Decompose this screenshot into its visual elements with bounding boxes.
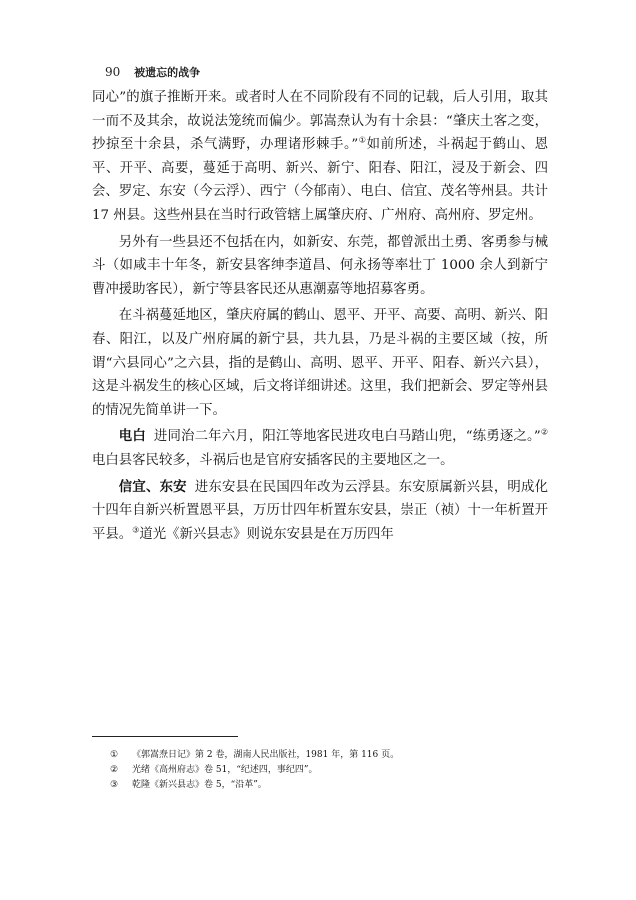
footnote-ref: ①: [358, 135, 367, 145]
footnote: ③ 乾隆《新兴县志》卷 5，“沿革”。: [110, 778, 530, 793]
footnote-divider: [92, 736, 238, 737]
paragraph: 另外有一些县还不包括在内，如新安、东莞，都曾派出土勇、客勇参与械斗（如咸丰十年冬，新安县客绅李道昌、何永扬等率壮丁 1000 余人到新宁曹冲援助客民），新宁等县客民还从惠潮嘉等地招募客勇。: [92, 234, 548, 297]
book-title: 被遗忘的战争: [134, 66, 201, 79]
footnote: ① 《郭嵩焘日记》第 2 卷，湖南人民出版社，1981 年，第 116 页。: [110, 748, 530, 763]
paragraph: 同心”的旗子推断开来。或者时人在不同阶段有不同的记载，后人引用，取其一而不及其余，故说法笼统而偏少。郭嵩焘认为有十余县：“肇庆土客之变，抄掠至十余县，杀气满野，办理诸形棘手。”①如前所述，斗祸起于鹤山、恩平、开平、高要，蔓延于高明、新兴、新宁、阳春、阳江，浸及于新会、四会、罗定、东安（今云浮）、西宁（今郁南）、电白、信宜、茂名等州县。共计 17 州县。这些州县在当时行政管辖上属肇庆府、广州府、高州府、罗定州。: [92, 90, 549, 223]
footnote-mark: ③: [110, 780, 119, 790]
footnote: ② 光绪《高州府志》卷 51，“纪述四，事纪四”。: [110, 763, 530, 778]
section-subhead: 信宜、东安: [118, 478, 187, 495]
footnote-ref: ②: [540, 427, 549, 437]
body-text: [92, 86, 548, 549]
page-number: 90: [105, 65, 121, 79]
footnote-ref: ③: [132, 525, 140, 535]
running-header: [105, 64, 200, 80]
paragraph: 在斗祸蔓延地区，肇庆府属的鹤山、恩平、开平、高要、高明、新兴、阳春、阳江，以及广州府属的新宁县，共九县，乃是斗祸的主要区域（按，所谓“六县同心”之六县，指的是鹤山、高明、恩平、开平、阳春、新兴六县），这是斗祸发生的核心区域，后文将详细讲述。这里，我们把新会、罗定等州县的情况先简单讲一下。: [92, 308, 548, 418]
paragraph: 电白 进同治二年六月，阳江等地客民进攻电白马踏山兜，“练勇逐之。”②电白县客民较多，斗祸后也是官府安插客民的主要地区之一。: [92, 427, 549, 468]
paragraph: 信宜、东安 进东安县在民国四年改为云浮县。东安原属新兴县，明成化十四年自新兴析置恩平县，万历廿四年析置东安县，崇正（祯）十一年析置开平县。③道光《新兴县志》则说东安县是在万历四年: [92, 478, 548, 542]
footnotes: [110, 748, 530, 793]
footnote-mark: ①: [110, 750, 119, 760]
section-subhead: 电白: [118, 428, 146, 445]
footnote-mark: ②: [110, 765, 119, 775]
